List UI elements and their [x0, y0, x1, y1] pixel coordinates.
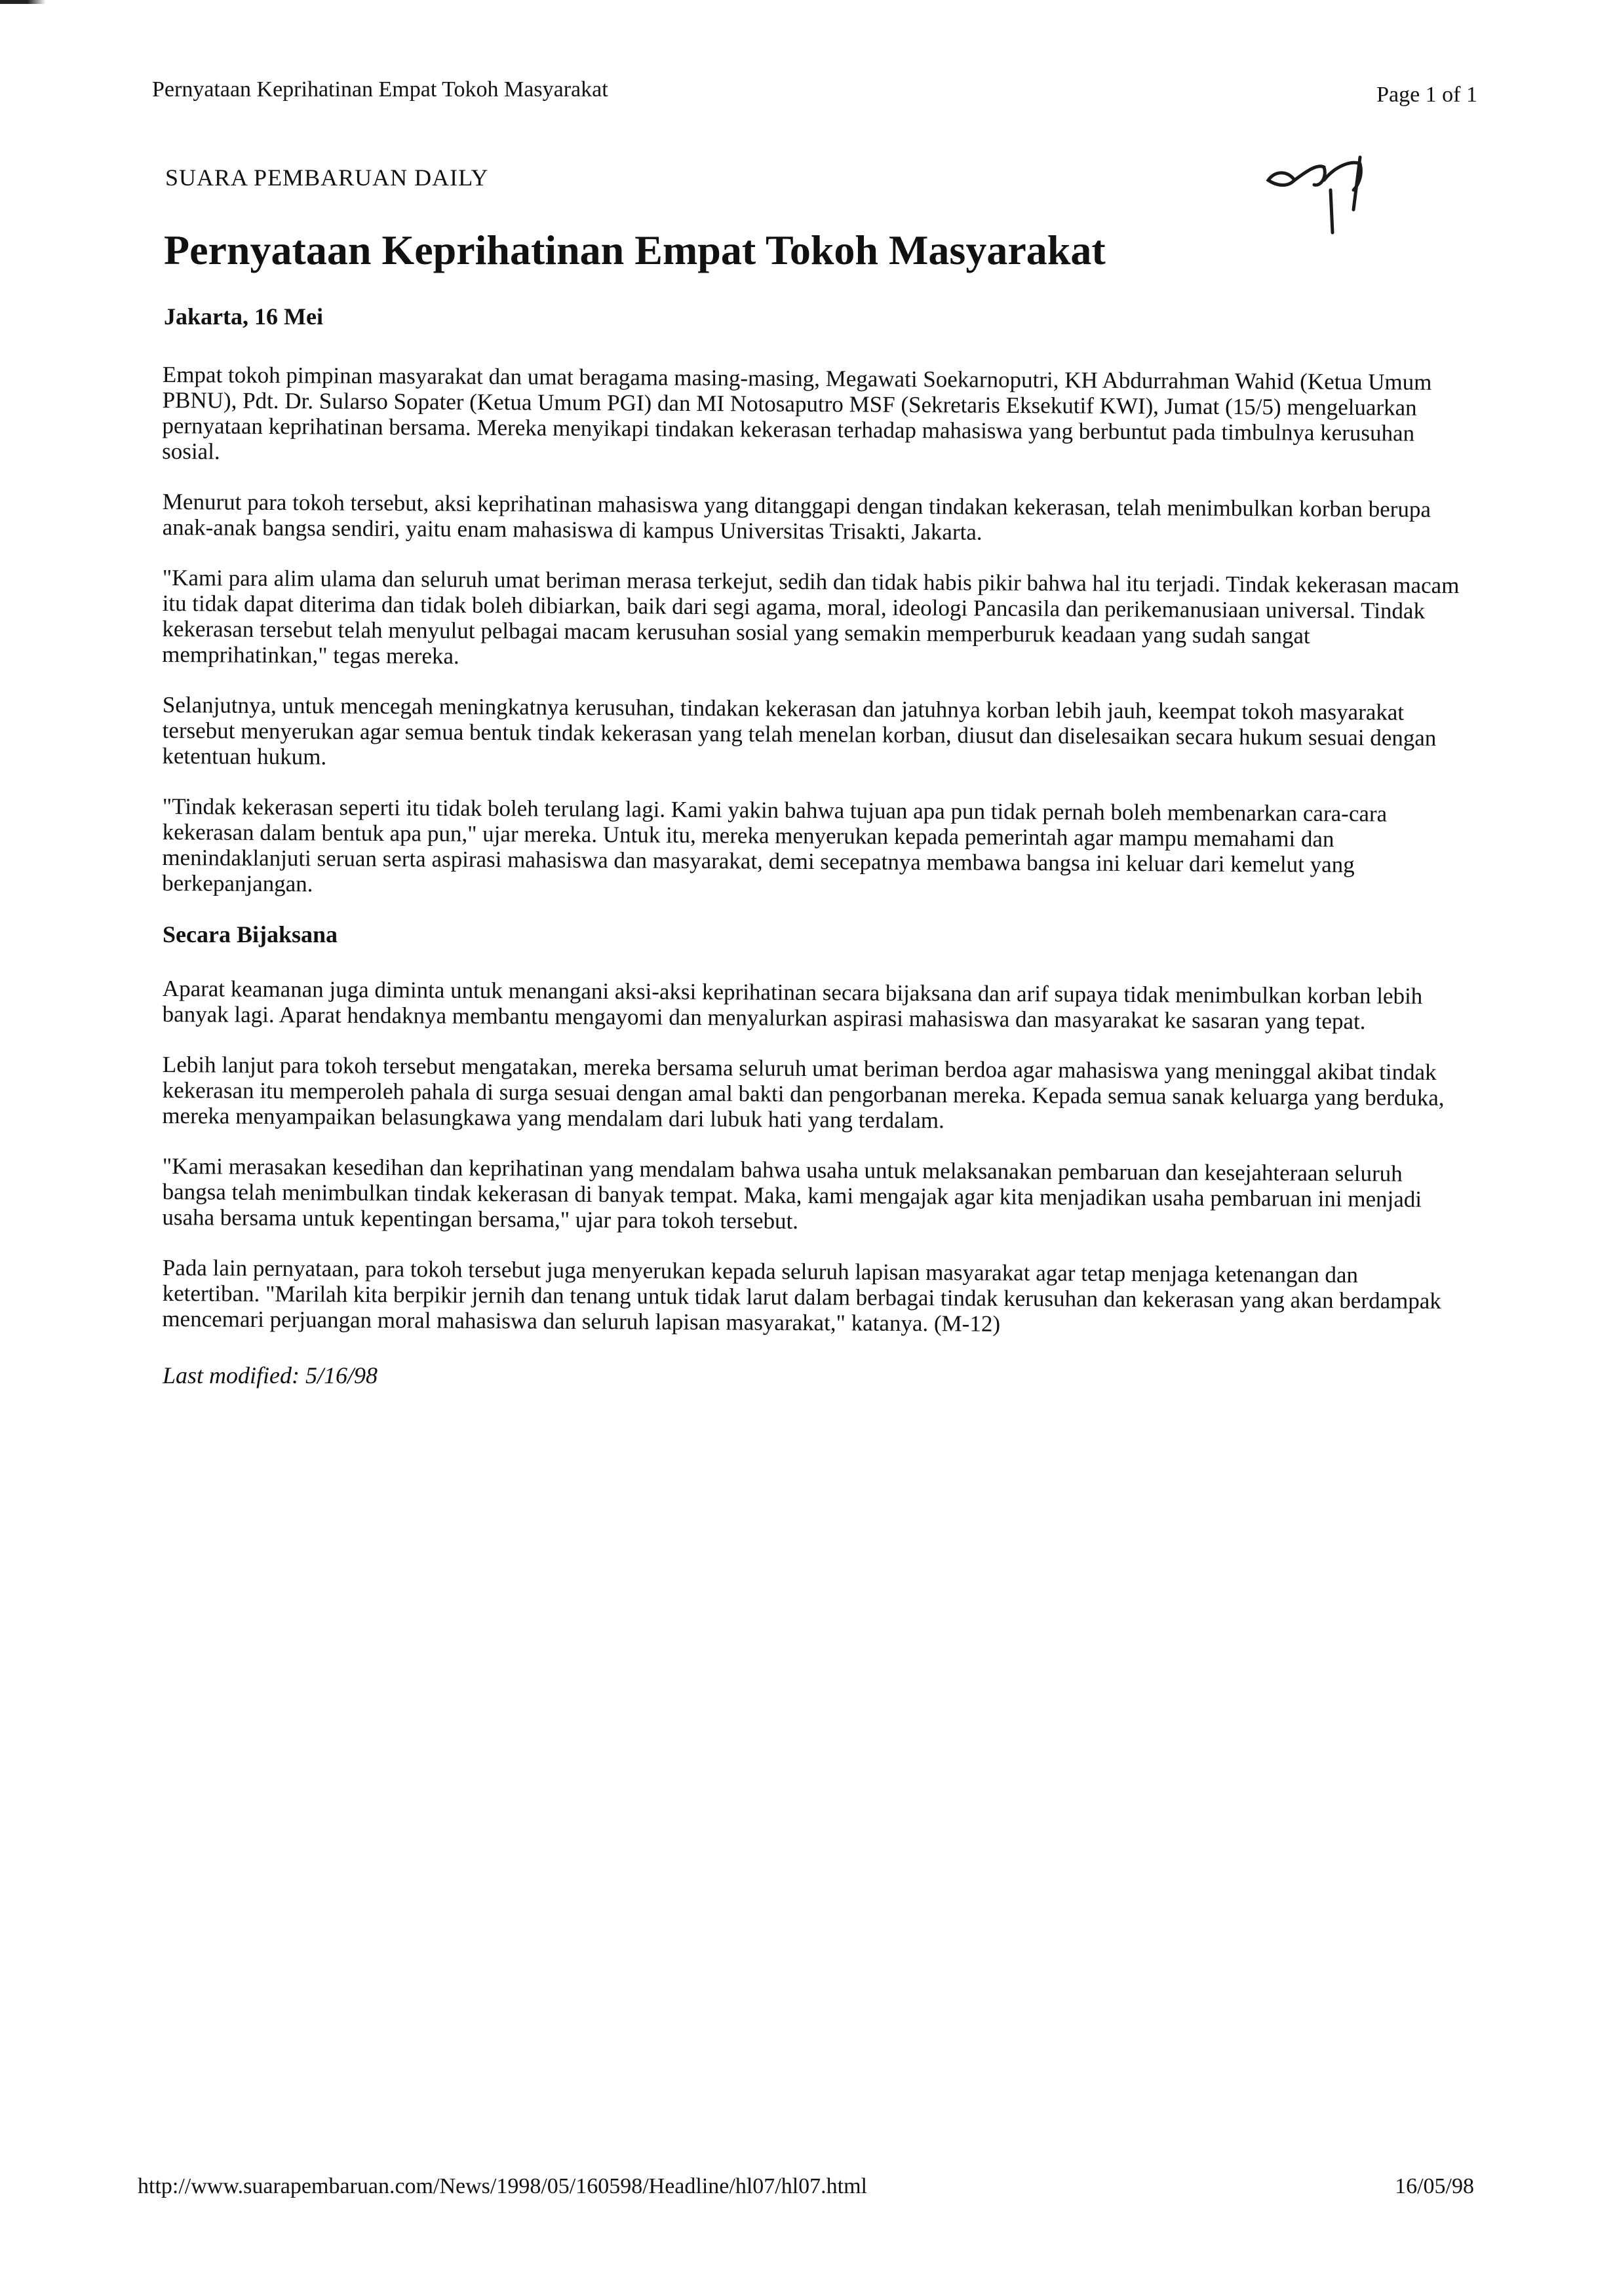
article-paragraph: "Tindak kekerasan seperti itu tidak boleh terulang lagi. Kami yakin bahwa tujuan apa pun tidak pernah boleh membenarkan cara-cara kekerasan dalam bentuk apa pun," ujar mereka. Untuk itu, mereka menyerukan kepada pemerintah agar mampu memahami dan menindaklanjuti seruan serta aspirasi mahasiswa dan masyarakat, demi secepatnya membawa bangsa ini keluar dari kemelut yang berkepanjangan. [162, 794, 1388, 897]
handwritten-annotation [1262, 151, 1393, 236]
footer-date: 16/05/98 [1395, 2174, 1474, 2198]
page-number: Page 1 of 1 [1376, 83, 1477, 107]
article-paragraph: Pada lain pernyataan, para tokoh tersebut juga menyerukan kepada seluruh lapisan masyarakat agar tetap menjaga ketenangan dan ketertiban. "Marilah kita berpikir jernih dan tenang untuk tidak larut dalam berbagai tindak kerusuhan dan kekerasan yang akan berdampak mencemari perjuangan moral mahasiswa dan seluruh lapisan masyarakat," katanya. (M-12) [162, 1255, 1441, 1337]
article-paragraph: Aparat keamanan juga diminta untuk menangani aksi-aksi keprihatinan secara bijaksana dan arif supaya tidak menimbulkan korban lebih banyak lagi. Aparat hendaknya membantu mengayomi dan menyalurkan aspirasi mahasiswa dan masyarakat ke sasaran yang tepat. [162, 976, 1423, 1035]
article-dateline: Jakarta, 16 Mei [164, 303, 323, 330]
article-subheading: Secara Bijaksana [163, 921, 338, 947]
article-paragraph: Menurut para tokoh tersebut, aksi keprihatinan mahasiswa yang ditanggapi dengan tindakan kekerasan, telah menimbulkan korban berupa anak-anak bangsa sendiri, yaitu enam mahasiswa di kampus Universitas Trisakti, Jakarta. [162, 489, 1431, 545]
article-body [163, 362, 1460, 1389]
article-paragraph: Lebih lanjut para tokoh tersebut mengatakan, mereka bersama seluruh umat beriman berdoa agar mahasiswa yang meninggal akibat tindak kekerasan itu memperoleh pahala di surga sesuai dengan amal bakti dan pengorbanan mereka. Kepada semua sanak keluarga yang berduka, mereka menyampaikan belasungkawa yang mendalam dari lubuk hati yang terdalam. [162, 1052, 1445, 1134]
scan-edge-mark [0, 0, 46, 4]
article-headline: Pernyataan Keprihatinan Empat Tokoh Masyarakat [164, 227, 1106, 273]
footer-url-link[interactable]: http://www.suarapembaruan.com/News/1998/05/160598/Headline/hl07/hl07.html [138, 2174, 868, 2198]
running-header-title: Pernyataan Keprihatinan Empat Tokoh Masyarakat [152, 77, 608, 102]
article-paragraph: Selanjutnya, untuk mencegah meningkatnya kerusuhan, tindakan kekerasan dan jatuhnya korban lebih jauh, keempat tokoh masyarakat tersebut menyerukan agar semua bentuk tindak kekerasan yang telah menelan korban, diusut dan diselesaikan secara hukum sesuai dengan ketentuan hukum. [162, 692, 1437, 770]
article-paragraph: "Kami merasakan kesedihan dan keprihatinan yang mendalam bahwa usaha untuk melaksanakan pembaruan dan kesejahteraan seluruh bangsa telah menimbulkan tindak kekerasan di banyak tempat. Maka, kami mengajak agar kita menjadikan usaha pembaruan ini menjadi usaha bersama untuk kepentingan bersama," ujar para tokoh tersebut. [162, 1153, 1422, 1234]
article-paragraph: "Kami para alim ulama dan seluruh umat beriman merasa terkejut, sedih dan tidak habis pikir bahwa hal itu terjadi. Tindak kekerasan macam itu tidak dapat diterima dan tidak boleh dibiarkan, baik dari segi agama, moral, ideologi Pancasila dan perikemanusiaan universal. Tindak kekerasan tersebut telah menyulut pelbagai macam kerusuhan sosial yang semakin memperburuk keadaan yang sudah sangat memprihatinkan," tegas mereka. [162, 565, 1460, 669]
publication-name: SUARA PEMBARUAN DAILY [165, 164, 489, 191]
last-modified: Last modified: 5/16/98 [163, 1362, 378, 1388]
article-paragraph: Empat tokoh pimpinan masyarakat dan umat beragama masing-masing, Megawati Soekarnoputri, KH Abdurrahman Wahid (Ketua Umum PBNU), Pdt. Dr. Sularso Sopater (Ketua Umum PGI) dan MI Notosaputro MSF (Sekretaris Eksekutif KWI), Jumat (15/5) mengeluarkan pernyataan keprihatinan bersama. Mereka menyikapi tindakan kekerasan terhadap mahasiswa yang berbuntut pada timbulnya kerusuhan sosial. [162, 362, 1432, 465]
